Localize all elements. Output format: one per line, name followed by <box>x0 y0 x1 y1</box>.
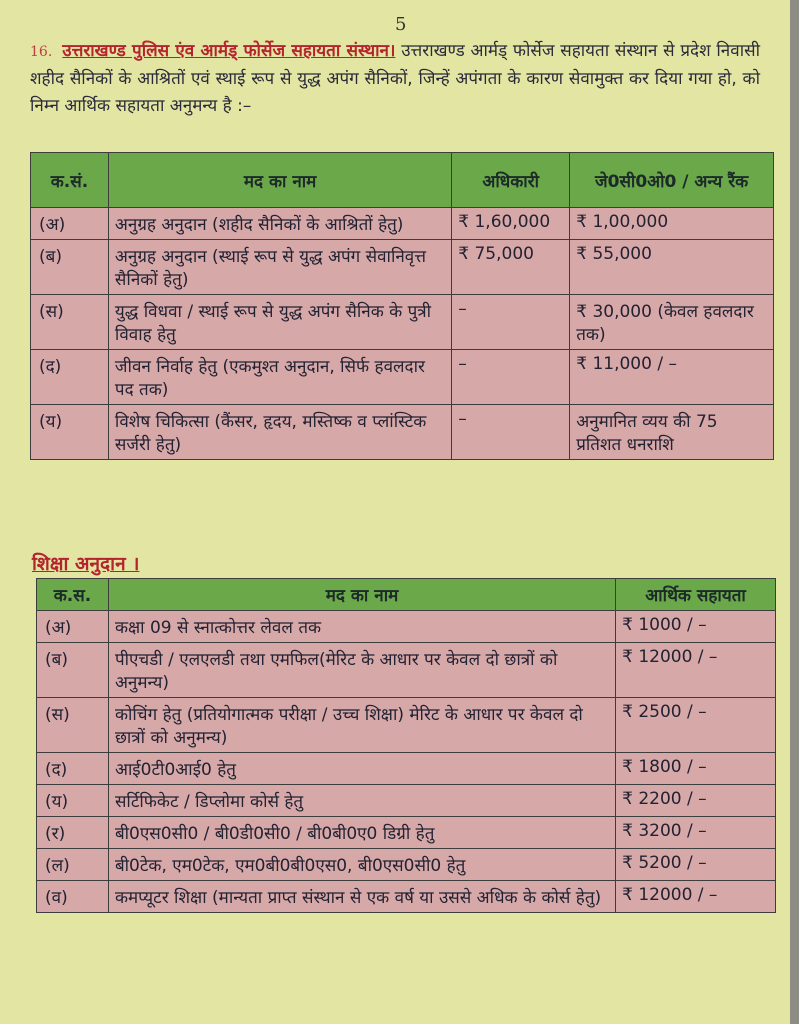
header-sn: क.स. <box>37 579 109 611</box>
education-heading: शिक्षा अनुदान । <box>32 553 140 575</box>
header-name: मद का नाम <box>108 153 451 208</box>
row-amount: ₹ 12000 / – <box>616 881 776 913</box>
row-name: अनुग्रह अनुदान (स्थाई रूप से युद्ध अपंग सेवानिवृत्त सैनिकों हेतु) <box>108 240 451 295</box>
row-name: अनुग्रह अनुदान (शहीद सैनिकों के आश्रितों हेतु) <box>108 208 451 240</box>
row-officer-amount: – <box>452 350 570 405</box>
row-officer-amount: ₹ 75,000 <box>452 240 570 295</box>
header-name: मद का नाम <box>108 579 615 611</box>
table-header-row <box>31 153 774 208</box>
row-officer-amount: – <box>452 295 570 350</box>
table-row <box>37 753 776 785</box>
row-sn: (अ) <box>37 611 109 643</box>
row-name: कोचिंग हेतु (प्रतियोगात्मक परीक्षा / उच्च शिक्षा) मेरिट के आधार पर केवल दो छात्रों को अनुमन्य) <box>108 698 615 753</box>
row-name: बी0एस0सी0 / बी0डी0सी0 / बी0बी0ए0 डिग्री हेतु <box>108 817 615 849</box>
row-amount: ₹ 1000 / – <box>616 611 776 643</box>
header-other-rank: जे0सी0ओ0 / अन्य रैंक <box>570 153 774 208</box>
page-number: 5 <box>395 14 407 35</box>
assistance-table <box>30 152 774 460</box>
table-row <box>31 240 774 295</box>
section-heading: उत्तराखण्ड पुलिस एंव आर्मड् फोर्सेज सहायता संस्थान। <box>62 41 396 61</box>
education-table <box>36 578 776 913</box>
row-name: युद्ध विधवा / स्थाई रूप से युद्ध अपंग सैनिक के पुत्री विवाह हेतु <box>108 295 451 350</box>
row-sn: (र) <box>37 817 109 849</box>
row-amount: ₹ 2500 / – <box>616 698 776 753</box>
row-name: सर्टिफिकेट / डिप्लोमा कोर्स हेतु <box>108 785 615 817</box>
table-row <box>37 849 776 881</box>
intro-text: उत्तराखण्ड आर्मड् फोर्सेज सहायता संस्थान से प्रदेश निवासी शहीद सैनिकों के आश्रितों एवं स्थाई रूप से युद्ध अपंग सैनिकों, जिन्हें अपंगता के कारण सेवामुक्त कर दिया गया हो, को निम्न आर्थिक सहायता अनुमन्य है :– <box>30 41 760 116</box>
table-row <box>37 698 776 753</box>
row-sn: (व) <box>37 881 109 913</box>
row-sn: (ब) <box>31 240 109 295</box>
row-name: जीवन निर्वाह हेतु (एकमुश्त अनुदान, सिर्फ हवलदार पद तक) <box>108 350 451 405</box>
row-sn: (य) <box>37 785 109 817</box>
row-sn: (ब) <box>37 643 109 698</box>
table-row <box>37 785 776 817</box>
table-row <box>37 643 776 698</box>
row-other-rank-amount: ₹ 11,000 / – <box>570 350 774 405</box>
row-amount: ₹ 1800 / – <box>616 753 776 785</box>
row-sn: (द) <box>37 753 109 785</box>
row-other-rank-amount: ₹ 1,00,000 <box>570 208 774 240</box>
table-row <box>31 295 774 350</box>
header-sn: क.सं. <box>31 153 109 208</box>
row-name: विशेष चिकित्सा (कैंसर, हृदय, मस्तिष्क व प्लांस्टिक सर्जरी हेतु) <box>108 405 451 460</box>
row-name: कमप्यूटर शिक्षा (मान्यता प्राप्त संस्थान से एक वर्ष या उससे अधिक के कोर्स हेतु) <box>108 881 615 913</box>
table-row <box>37 611 776 643</box>
row-sn: (स) <box>31 295 109 350</box>
table-row <box>37 881 776 913</box>
row-name: बी0टेक, एम0टेक, एम0बी0बी0एस0, बी0एस0सी0 हेतु <box>108 849 615 881</box>
table-header-row <box>37 579 776 611</box>
row-sn: (य) <box>31 405 109 460</box>
header-officer: अधिकारी <box>452 153 570 208</box>
table-row <box>31 208 774 240</box>
row-other-rank-amount: ₹ 55,000 <box>570 240 774 295</box>
table-row <box>31 405 774 460</box>
table-row <box>37 817 776 849</box>
row-amount: ₹ 12000 / – <box>616 643 776 698</box>
section-number: 16. <box>30 44 53 60</box>
row-name: पीएचडी / एलएलडी तथा एमफिल(मेरिट के आधार पर केवल दो छात्रों को अनुमन्य) <box>108 643 615 698</box>
row-other-rank-amount: ₹ 30,000 (केवल हवलदार तक) <box>570 295 774 350</box>
table-row <box>31 350 774 405</box>
header-amount: आर्थिक सहायता <box>616 579 776 611</box>
row-sn: (अ) <box>31 208 109 240</box>
row-name: आई0टी0आई0 हेतु <box>108 753 615 785</box>
row-officer-amount: ₹ 1,60,000 <box>452 208 570 240</box>
row-amount: ₹ 3200 / – <box>616 817 776 849</box>
row-amount: ₹ 2200 / – <box>616 785 776 817</box>
intro-paragraph <box>30 38 760 120</box>
row-sn: (द) <box>31 350 109 405</box>
row-other-rank-amount: अनुमानित व्यय की 75 प्रतिशत धनराशि <box>570 405 774 460</box>
row-name: कक्षा 09 से स्नात्कोत्तर लेवल तक <box>108 611 615 643</box>
row-sn: (ल) <box>37 849 109 881</box>
row-amount: ₹ 5200 / – <box>616 849 776 881</box>
row-officer-amount: – <box>452 405 570 460</box>
row-sn: (स) <box>37 698 109 753</box>
